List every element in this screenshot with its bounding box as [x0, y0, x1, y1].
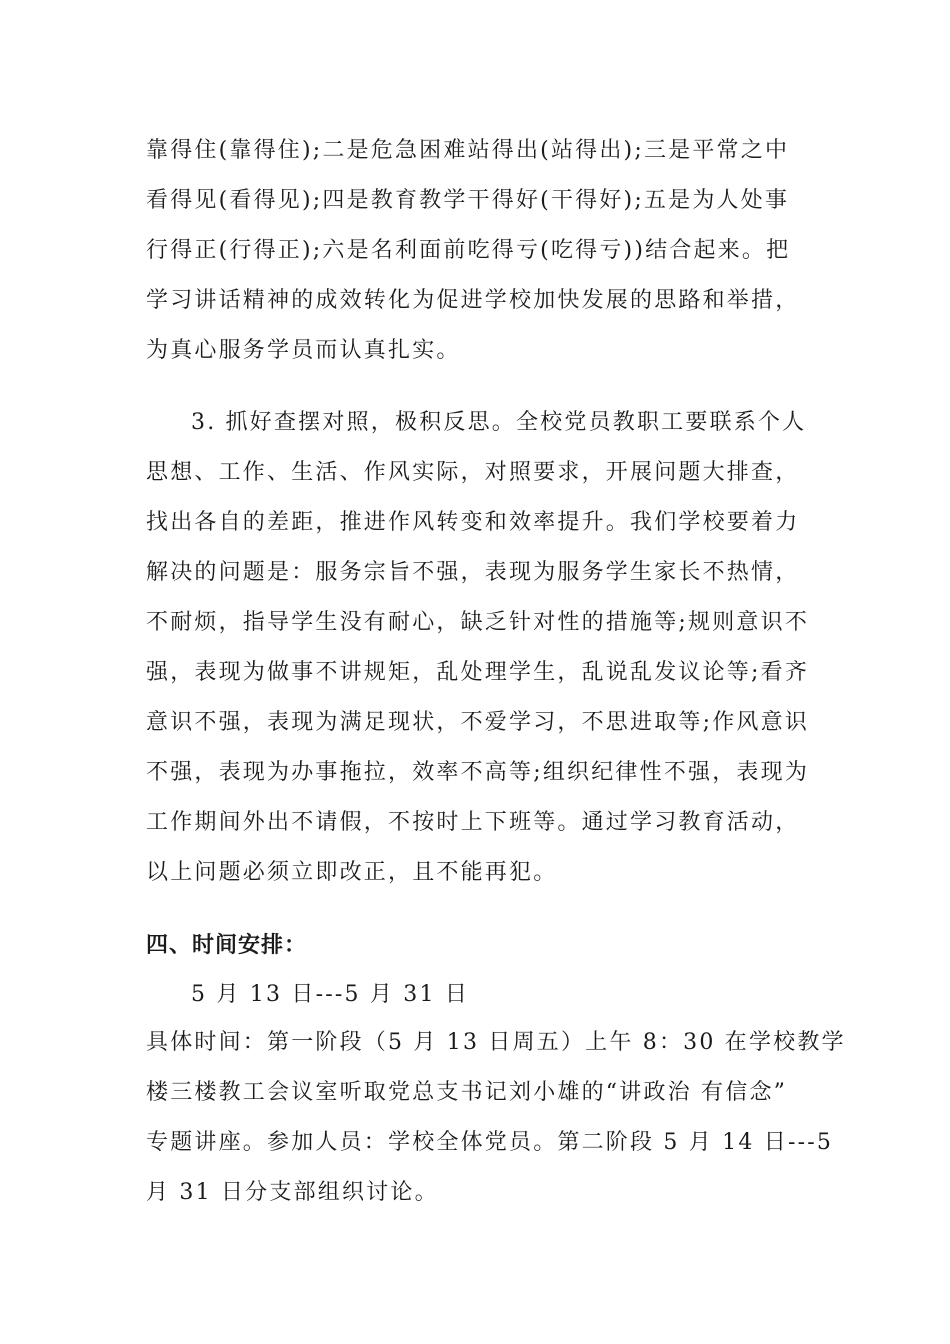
para1-line-5: 为真心服务学员而认真扎实。: [146, 338, 461, 363]
para2-line-6: 强，表现为做事不讲规矩，乱处理学生，乱说乱发议论等;看齐: [146, 660, 810, 685]
para2-line-5: 不耐烦，指导学生没有耐心，缺乏针对性的措施等;规则意识不: [146, 610, 810, 635]
para2-line-1: 3. 抓好查摆对照，极积反思。全校党员教职工要联系个人: [191, 410, 807, 435]
para2-line-2: 思想、工作、生活、作风实际，对照要求，开展问题大排查，: [146, 460, 800, 485]
para3-line-3: 专题讲座。参加人员：学校全体党员。第二阶段 5 月 14 日---5: [146, 1130, 834, 1155]
para1-line-3: 行得正(行得正);六是名利面前吃得亏(吃得亏))结合起来。把: [146, 238, 791, 263]
para2-line-3: 找出各自的差距，推进作风转变和效率提升。我们学校要着力: [146, 510, 800, 535]
para2-line-9: 工作期间外出不请假，不按时上下班等。通过学习教育活动，: [146, 810, 800, 835]
para3-line-1: 具体时间：第一阶段（5 月 13 日周五）上午 8：30 在学校教学: [146, 1030, 846, 1055]
date-range: 5 月 13 日---5 月 31 日: [191, 982, 470, 1007]
para3-line-2: 楼三楼教工会议室听取党总支书记刘小雄的“讲政治 有信念”: [146, 1080, 788, 1105]
para2-line-7: 意识不强，表现为满足现状，不爱学习，不思进取等;作风意识: [146, 710, 810, 735]
para2-line-10: 以上问题必须立即改正，且不能再犯。: [146, 860, 558, 885]
para1-line-4: 学习讲话精神的成效转化为促进学校加快发展的思路和举措，: [146, 288, 800, 313]
section-heading-time-arrangement: 四、时间安排：: [146, 932, 308, 958]
para2-line-8: 不强，表现为办事拖拉，效率不高等;组织纪律性不强，表现为: [146, 760, 810, 785]
para1-line-1: 靠得住(靠得住);二是危急困难站得出(站得出);三是平常之中: [146, 138, 790, 163]
para1-line-2: 看得见(看得见);四是教育教学干得好(干得好);五是为人处事: [146, 188, 790, 213]
para3-line-4: 月 31 日分支部组织讨论。: [146, 1180, 439, 1205]
para2-line-4: 解决的问题是：服务宗旨不强，表现为服务学生家长不热情，: [146, 560, 800, 585]
